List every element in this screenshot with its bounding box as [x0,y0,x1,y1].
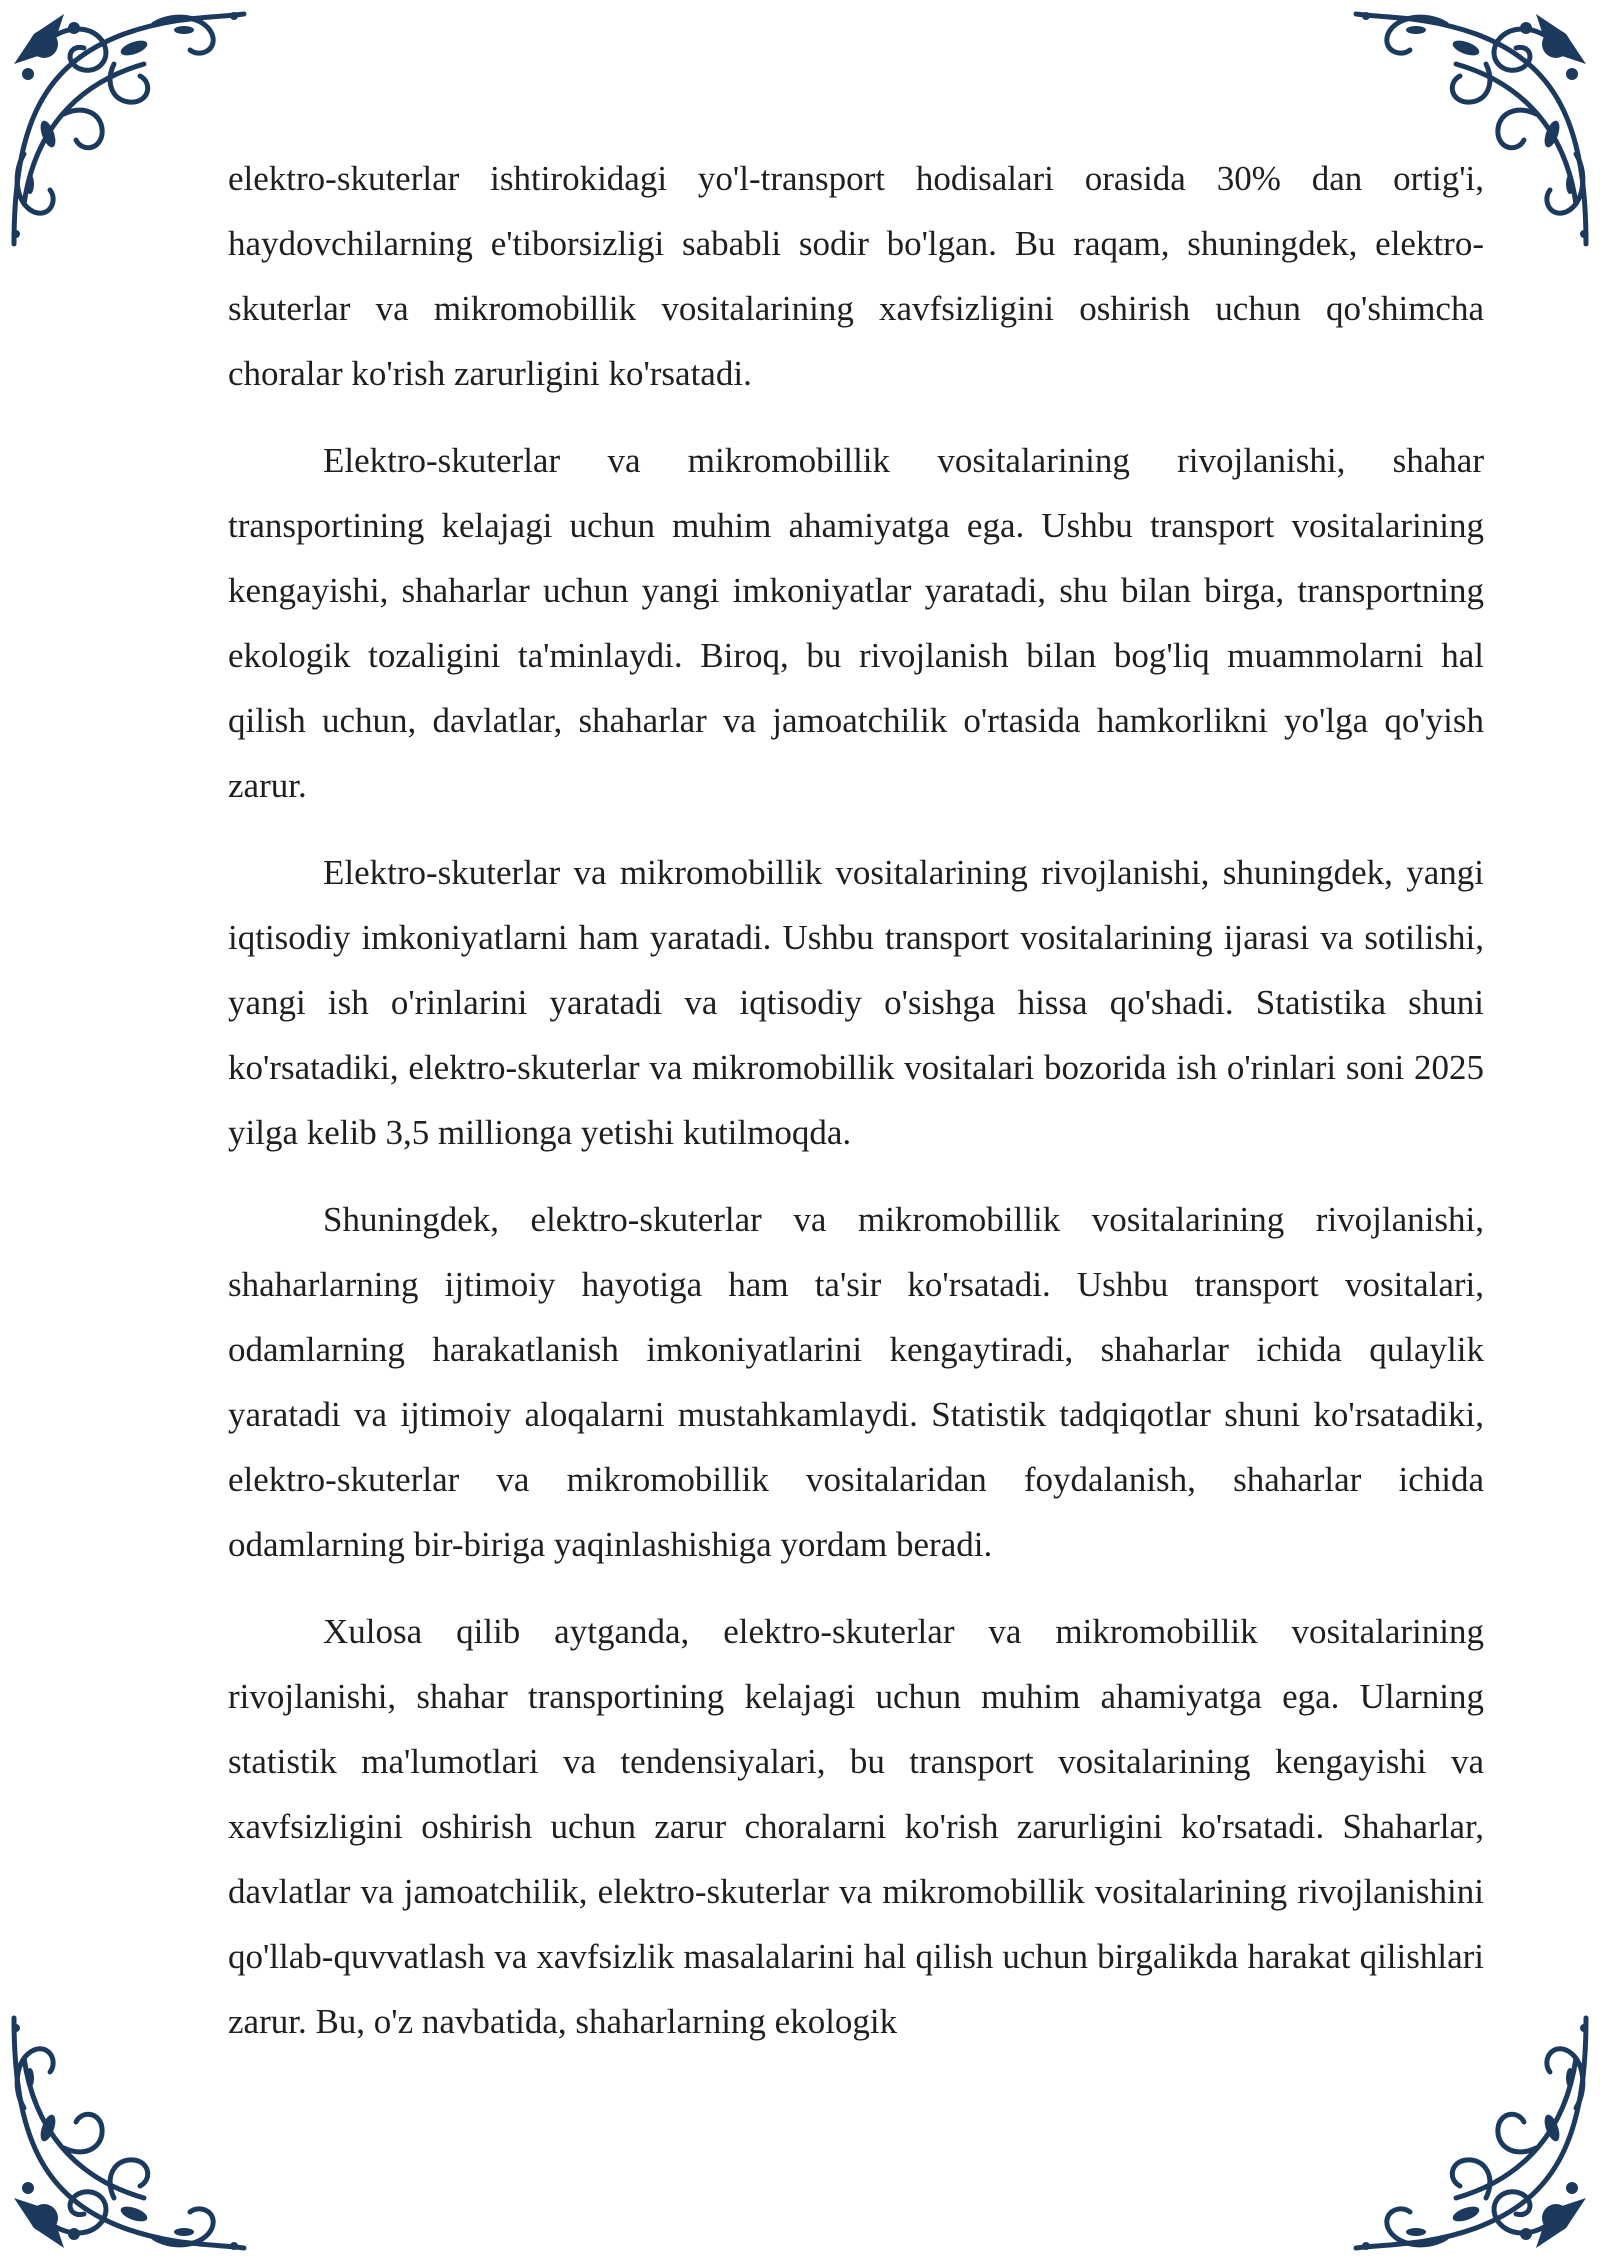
paragraph-2: Elektro-skuterlar va mikromobillik vositalarining rivojlanishi, shahar transportining kelajagi uchun muhim ahamiyatga ega. Ushbu transport vositalarining kengayishi, shaharlar uchun yangi imkoniyatlar yaratadi, shu bilan birga, transportning ekologik tozaligini ta'minlaydi. Biroq, bu rivojlanish bilan bog'liq muammolarni hal qilish uchun, davlatlar, shaharlar va jamoatchilik o'rtasida hamkorlikni yo'lga qo'yish zarur. [228,441,1484,805]
paragraph-1: elektro-skuterlar ishtirokidagi yo'l-transport hodisalari orasida 30% dan ortig'i, haydovchilarning e'tiborsizligi sababli sodir bo'lgan. Bu raqam, shuningdek, elektro-skuterlar va mikromobillik vositalarining xavfsizligini oshirish uchun qo'shimcha choralar ko'rish zarurligini ko'rsatadi. [228,159,1484,393]
paragraph-3: Elektro-skuterlar va mikromobillik vositalarining rivojlanishi, shuningdek, yangi iqtisodiy imkoniyatlarni ham yaratadi. Ushbu transport vositalarining ijarasi va sotilishi, yangi ish o'rinlarini yaratadi va iqtisodiy o'sishga hissa qo'shadi. Statistika shuni ko'rsatadiki, elektro-skuterlar va mikromobillik vositalari bozorida ish o'rinlari soni 2025 yilga kelib 3,5 millionga yetishi kutilmoqda. [228,853,1484,1152]
document-body [228,146,1484,2076]
floral-ornament-icon [4,2008,254,2258]
paragraph-5: Xulosa qilib aytganda, elektro-skuterlar va mikromobillik vositalarining rivojlanishi, shahar transportining kelajagi uchun muhim ahamiyatga ega. Ularning statistik ma'lumotlari va tendensiyalari, bu transport vositalarining kengayishi va xavfsizligini oshirish uchun zarur choralarni ko'rish zarurligini ko'rsatadi. Shaharlar, davlatlar va jamoatchilik, elektro-skuterlar va mikromobillik vositalarining rivojlanishini qo'llab-quvvatlash va xavfsizlik masalalarini hal qilish uchun birgalikda harakat qilishlari zarur. Bu, o'z navbatida, shaharlarning ekologik [228,1612,1484,2041]
floral-ornament-icon [4,4,254,254]
paragraph-4: Shuningdek, elektro-skuterlar va mikromobillik vositalarining rivojlanishi, shaharlarning ijtimoiy hayotiga ham ta'sir ko'rsatadi. Ushbu transport vositalari, odamlarning harakatlanish imkoniyatlarini kengaytiradi, shaharlar ichida qulaylik yaratadi va ijtimoiy aloqalarni mustahkamlaydi. Statistik tadqiqotlar shuni ko'rsatadiki, elektro-skuterlar va mikromobillik vositalaridan foydalanish, shaharlar ichida odamlarning bir-biriga yaqinlashishiga yordam beradi. [228,1200,1484,1564]
